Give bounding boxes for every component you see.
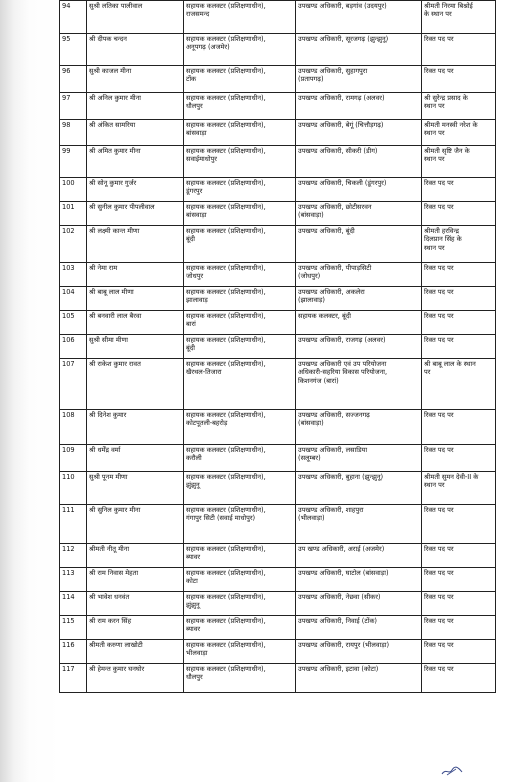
replacement-cell bbox=[422, 311, 496, 335]
posting-cell bbox=[296, 263, 422, 287]
designation-cell bbox=[184, 445, 296, 472]
designation-line: सहायक कलक्टर (प्रशिक्षणाधीन), bbox=[186, 506, 266, 514]
posting-line: (सलूम्बर) bbox=[298, 454, 321, 463]
table-row bbox=[60, 146, 496, 178]
designation-line: जोधपुर bbox=[186, 272, 204, 281]
replacement-cell bbox=[422, 592, 496, 616]
table-row bbox=[60, 34, 496, 66]
serial-number-cell: 108 bbox=[60, 410, 87, 445]
designation-line: सहायक कलक्टर (प्रशिक्षणाधीन), bbox=[186, 411, 266, 419]
posting-line: उपखण्ड अधिकारी, चिकली (डूंगरपुर) bbox=[298, 179, 387, 187]
replacement-cell bbox=[422, 34, 496, 66]
designation-line: सहायक कलक्टर (प्रशिक्षणाधीन), bbox=[186, 360, 266, 368]
posting-cell bbox=[296, 311, 422, 335]
officer-name-cell: श्री राकेश कुमार रावत bbox=[87, 359, 184, 410]
designation-cell bbox=[184, 93, 296, 120]
posting-cell bbox=[296, 640, 422, 664]
designation-line: सहायक कलक्टर (प्रशिक्षणाधीन), bbox=[186, 203, 266, 211]
replacement-line: दिलप्रान सिंह के bbox=[424, 235, 462, 244]
posting-line: उपखण्ड अधिकारी, बड़गांव (उदयपुर) bbox=[298, 2, 387, 10]
designation-line: सहायक कलक्टर (प्रशिक्षणाधीन), bbox=[186, 312, 266, 320]
designation-line: सहायक कलक्टर (प्रशिक्षणाधीन), bbox=[186, 569, 266, 577]
designation-line: सहायक कलक्टर (प्रशिक्षणाधीन), bbox=[186, 473, 266, 481]
serial-number-cell: 99 bbox=[60, 146, 87, 178]
table-row bbox=[60, 505, 496, 544]
serial-number-cell: 109 bbox=[60, 445, 87, 472]
replacement-line: स्थान पर bbox=[424, 129, 445, 138]
serial-number-cell: 110 bbox=[60, 472, 87, 505]
replacement-cell bbox=[422, 1, 496, 34]
posting-cell bbox=[296, 146, 422, 178]
designation-cell bbox=[184, 664, 296, 693]
posting-cell bbox=[296, 202, 422, 226]
designation-line: सहायक कलक्टर (प्रशिक्षणाधीन), bbox=[186, 2, 266, 10]
officer-name-cell: श्री दिनेश कुमार bbox=[87, 410, 184, 445]
serial-number-cell: 112 bbox=[60, 544, 87, 568]
serial-number-cell: 114 bbox=[60, 592, 87, 616]
serial-number-cell: 107 bbox=[60, 359, 87, 410]
posting-line: उपखण्ड अधिकारी, सूरजगढ़ (झुन्झुनू) bbox=[298, 35, 389, 43]
replacement-cell bbox=[422, 202, 496, 226]
posting-line: उपखण्ड अधिकारी, घाटोल (बांसवाड़ा) bbox=[298, 569, 389, 577]
replacement-cell bbox=[422, 178, 496, 202]
replacement-line: रिक्त पद पर bbox=[424, 264, 454, 272]
officer-name-cell: सुश्री पूनम मीणा bbox=[87, 472, 184, 505]
posting-cell bbox=[296, 359, 422, 410]
designation-line: सहायक कलक्टर (प्रशिक्षणाधीन), bbox=[186, 264, 266, 272]
posting-line: उपखण्ड अधिकारी, रायपुर (भीलवाड़ा) bbox=[298, 641, 390, 649]
replacement-line: रिक्त पद पर bbox=[424, 336, 454, 344]
transfer-table-body bbox=[60, 1, 496, 693]
officer-name-cell: श्री अनिल कुमार मीना bbox=[87, 93, 184, 120]
designation-cell bbox=[184, 616, 296, 640]
designation-line: झुंझुनू bbox=[186, 601, 200, 610]
replacement-line: श्रीमती हरविन्द्र bbox=[424, 227, 459, 235]
designation-line: बूंदी bbox=[186, 235, 195, 244]
posting-cell bbox=[296, 664, 422, 693]
posting-cell bbox=[296, 335, 422, 359]
posting-line: उपखण्ड अधिकारी, राजगढ़ (अलवर) bbox=[298, 336, 386, 344]
replacement-cell bbox=[422, 505, 496, 544]
designation-line: झालावाड़ bbox=[186, 296, 208, 305]
designation-line: बांसवाड़ा bbox=[186, 129, 207, 138]
designation-line: बारां bbox=[186, 320, 196, 329]
designation-line: सवाईमाधोपुर bbox=[186, 155, 217, 164]
replacement-line: स्थान पर bbox=[424, 155, 445, 164]
serial-number-cell: 97 bbox=[60, 93, 87, 120]
posting-cell bbox=[296, 178, 422, 202]
designation-line: धौलपुर bbox=[186, 102, 203, 111]
designation-cell bbox=[184, 335, 296, 359]
table-row bbox=[60, 202, 496, 226]
posting-cell bbox=[296, 544, 422, 568]
posting-line: (जोधपुर) bbox=[298, 272, 321, 281]
officer-name-cell: श्री अंकित सामरिया bbox=[87, 120, 184, 146]
designation-line: सहायक कलक्टर (प्रशिक्षणाधीन), bbox=[186, 67, 266, 75]
designation-line: सहायक कलक्टर (प्रशिक्षणाधीन), bbox=[186, 179, 266, 187]
replacement-line: रिक्त पद पर bbox=[424, 617, 454, 625]
replacement-line: स्थान पर bbox=[424, 481, 445, 490]
officer-name-cell: श्री बाबू लाल मीणा bbox=[87, 287, 184, 311]
officer-name-cell: श्री सुनिल कुमार मीना bbox=[87, 505, 184, 544]
serial-number-cell: 111 bbox=[60, 505, 87, 544]
posting-line: उपखण्ड अधिकारी, बुहाना (झुन्झुनू) bbox=[298, 473, 384, 481]
designation-line: सहायक कलक्टर (प्रशिक्षणाधीन), bbox=[186, 641, 266, 649]
serial-number-cell: 102 bbox=[60, 226, 87, 263]
designation-line: धौलपुर bbox=[186, 673, 203, 682]
table-row bbox=[60, 311, 496, 335]
replacement-line: रिक्त पद पर bbox=[424, 593, 454, 601]
table-row bbox=[60, 664, 496, 693]
posting-cell bbox=[296, 568, 422, 592]
designation-line: सहायक कलक्टर (प्रशिक्षणाधीन), bbox=[186, 336, 266, 344]
designation-line: ब्यावर bbox=[186, 625, 201, 634]
officer-name-cell: श्री अमित कुमार मीना bbox=[87, 146, 184, 178]
designation-line: खैरथल-तिजारा bbox=[186, 368, 222, 377]
replacement-cell bbox=[422, 664, 496, 693]
officer-name-cell: श्री दीपक चन्दन bbox=[87, 34, 184, 66]
replacement-line: श्री बाबू लाल के स्थान bbox=[424, 360, 476, 368]
replacement-line: स्थान पर bbox=[424, 243, 445, 252]
posting-cell bbox=[296, 120, 422, 146]
designation-cell bbox=[184, 66, 296, 93]
replacement-line: के स्थान पर bbox=[424, 10, 452, 19]
replacement-line: श्रीमती निरमा बिश्नोई bbox=[424, 2, 473, 10]
replacement-cell bbox=[422, 640, 496, 664]
posting-cell bbox=[296, 93, 422, 120]
replacement-cell bbox=[422, 472, 496, 505]
posting-cell bbox=[296, 592, 422, 616]
designation-cell bbox=[184, 146, 296, 178]
posting-line: उपखण्ड अधिकारी, अकलेरा bbox=[298, 288, 365, 296]
designation-cell bbox=[184, 359, 296, 410]
designation-cell bbox=[184, 120, 296, 146]
officer-name-cell: श्री सोनू कुमार गुर्जर bbox=[87, 178, 184, 202]
designation-line: सहायक कलक्टर (प्रशिक्षणाधीन), bbox=[186, 288, 266, 296]
posting-line: सहायक कलक्टर, बूंदी bbox=[298, 312, 351, 320]
posting-line: उपखण्ड अधिकारी, छोटीसरवन bbox=[298, 203, 372, 211]
replacement-line: रिक्त पद पर bbox=[424, 312, 454, 320]
table-row bbox=[60, 568, 496, 592]
table-row bbox=[60, 445, 496, 472]
posting-cell bbox=[296, 616, 422, 640]
posting-line: अधिकारी-सहरिया विकास परियोजना, bbox=[298, 368, 388, 377]
replacement-cell bbox=[422, 445, 496, 472]
posting-cell bbox=[296, 1, 422, 34]
signature-scribble bbox=[441, 766, 463, 776]
posting-line: उपखण्ड अधिकारी, सज्जनगढ़ bbox=[298, 411, 370, 419]
designation-line: ब्यावर bbox=[186, 553, 201, 562]
replacement-line: रिक्त पद पर bbox=[424, 545, 454, 553]
officer-name-cell: श्री राम निवास मेहता bbox=[87, 568, 184, 592]
replacement-cell bbox=[422, 263, 496, 287]
designation-cell bbox=[184, 472, 296, 505]
replacement-cell bbox=[422, 93, 496, 120]
table-row bbox=[60, 93, 496, 120]
officer-name-cell: श्रीमती नीतू मीना bbox=[87, 544, 184, 568]
designation-line: कोटपूतली-बहरोड़ bbox=[186, 419, 228, 428]
serial-number-cell: 116 bbox=[60, 640, 87, 664]
replacement-line: रिक्त पद पर bbox=[424, 506, 454, 514]
designation-cell bbox=[184, 410, 296, 445]
designation-line: कोटा bbox=[186, 577, 198, 586]
replacement-cell bbox=[422, 120, 496, 146]
designation-line: सहायक कलक्टर (प्रशिक्षणाधीन), bbox=[186, 545, 266, 553]
posting-cell bbox=[296, 410, 422, 445]
designation-cell bbox=[184, 640, 296, 664]
replacement-line: रिक्त पद पर bbox=[424, 179, 454, 187]
replacement-cell bbox=[422, 359, 496, 410]
designation-line: सहायक कलक्टर (प्रशिक्षणाधीन), bbox=[186, 593, 266, 601]
posting-line: किशनगंज (बारां) bbox=[298, 376, 339, 385]
designation-line: गंगापुर सिटी (सवाई माधोपुर) bbox=[186, 514, 256, 523]
designation-line: टोंक bbox=[186, 75, 197, 84]
designation-line: सहायक कलक्टर (प्रशिक्षणाधीन), bbox=[186, 617, 266, 625]
designation-cell bbox=[184, 226, 296, 263]
officer-name-cell: श्री राम करन सिंह bbox=[87, 616, 184, 640]
table-row bbox=[60, 472, 496, 505]
posting-cell bbox=[296, 287, 422, 311]
table-row bbox=[60, 178, 496, 202]
designation-line: सहायक कलक्टर (प्रशिक्षणाधीन), bbox=[186, 35, 266, 43]
serial-number-cell: 94 bbox=[60, 1, 87, 34]
designation-cell bbox=[184, 592, 296, 616]
replacement-line: रिक्त पद पर bbox=[424, 641, 454, 649]
designation-line: अनूपगढ़ (अजमेर) bbox=[186, 43, 230, 52]
officer-name-cell: श्री हेमन्त कुमार घनघोर bbox=[87, 664, 184, 693]
replacement-line: रिक्त पद पर bbox=[424, 411, 454, 419]
posting-cell bbox=[296, 472, 422, 505]
designation-cell bbox=[184, 1, 296, 34]
designation-line: सहायक कलक्टर (प्रशिक्षणाधीन), bbox=[186, 665, 266, 673]
designation-line: झुंझुनू bbox=[186, 481, 200, 490]
posting-line: (बांसवाड़ा) bbox=[298, 211, 324, 220]
officer-name-cell: श्रीमती करुणा लाखोटी bbox=[87, 640, 184, 664]
serial-number-cell: 96 bbox=[60, 66, 87, 93]
officer-name-cell: श्री नेमा राम bbox=[87, 263, 184, 287]
serial-number-cell: 95 bbox=[60, 34, 87, 66]
replacement-line: रिक्त पद पर bbox=[424, 67, 454, 75]
posting-line: (भीलवाड़ा) bbox=[298, 514, 325, 523]
posting-line: उपखण्ड अधिकारी, रामगढ़ (अलवर) bbox=[298, 94, 385, 102]
posting-line: उपखण्ड अधिकारी, सुहागपुरा bbox=[298, 67, 368, 75]
replacement-line: रिक्त पद पर bbox=[424, 665, 454, 673]
designation-cell bbox=[184, 263, 296, 287]
posting-cell bbox=[296, 226, 422, 263]
table-row bbox=[60, 410, 496, 445]
designation-cell bbox=[184, 287, 296, 311]
table-row bbox=[60, 544, 496, 568]
posting-line: उपखण्ड अधिकारी एवं उप परियोजना bbox=[298, 360, 387, 368]
replacement-cell bbox=[422, 226, 496, 263]
posting-line: (झालावाड़) bbox=[298, 296, 325, 305]
table-row bbox=[60, 1, 496, 34]
replacement-line: श्रीमती सुमन देवी-II के bbox=[424, 473, 479, 481]
designation-cell bbox=[184, 505, 296, 544]
serial-number-cell: 100 bbox=[60, 178, 87, 202]
posting-line: (प्रतापगढ़) bbox=[298, 75, 324, 84]
serial-number-cell: 106 bbox=[60, 335, 87, 359]
table-row bbox=[60, 66, 496, 93]
designation-line: सहायक कलक्टर (प्रशिक्षणाधीन), bbox=[186, 227, 266, 235]
officer-name-cell: श्री बनवारी लाल बैरवा bbox=[87, 311, 184, 335]
replacement-line: रिक्त पद पर bbox=[424, 203, 454, 211]
posting-cell bbox=[296, 445, 422, 472]
officer-name-cell: सुश्री सीमा मीणा bbox=[87, 335, 184, 359]
posting-line: उपखण्ड अधिकारी, लसाडिया bbox=[298, 446, 368, 454]
table-row bbox=[60, 640, 496, 664]
officer-name-cell: श्री भावेश धनवंत bbox=[87, 592, 184, 616]
replacement-cell bbox=[422, 616, 496, 640]
posting-line: उपखण्ड अधिकारी, नेछवा (सीकर) bbox=[298, 593, 381, 601]
posting-line: उपखण्ड अधिकारी, पीपाड़सिटी bbox=[298, 264, 372, 272]
replacement-line: स्थान पर bbox=[424, 102, 445, 111]
designation-cell bbox=[184, 178, 296, 202]
transfer-table bbox=[59, 0, 496, 693]
replacement-line: श्रीमती मनस्वी नरेश के bbox=[424, 121, 478, 129]
table-row bbox=[60, 335, 496, 359]
designation-cell bbox=[184, 202, 296, 226]
posting-line: उपखण्ड अधिकारी, शाहपुरा bbox=[298, 506, 364, 514]
table-row bbox=[60, 359, 496, 410]
officer-name-cell: श्री सुनील कुमार पीपलीवाल bbox=[87, 202, 184, 226]
officer-name-cell: सुश्री लतिका पालीवाल bbox=[87, 1, 184, 34]
posting-line: उपखण्ड अधिकारी, सीकरी (डीग) bbox=[298, 147, 378, 155]
serial-number-cell: 117 bbox=[60, 664, 87, 693]
serial-number-cell: 105 bbox=[60, 311, 87, 335]
designation-line: सहायक कलक्टर (प्रशिक्षणाधीन), bbox=[186, 446, 266, 454]
officer-name-cell: सुश्री काजल मीना bbox=[87, 66, 184, 93]
designation-cell bbox=[184, 544, 296, 568]
replacement-cell bbox=[422, 146, 496, 178]
designation-line: सहायक कलक्टर (प्रशिक्षणाधीन), bbox=[186, 147, 266, 155]
replacement-line: रिक्त पद पर bbox=[424, 35, 454, 43]
posting-cell bbox=[296, 66, 422, 93]
serial-number-cell: 104 bbox=[60, 287, 87, 311]
designation-line: बांसवाड़ा bbox=[186, 211, 207, 220]
posting-line: उपखण्ड अधिकारी, बेगूं (चित्तौड़गढ़) bbox=[298, 121, 384, 129]
designation-line: बूंदी bbox=[186, 344, 195, 353]
table-row bbox=[60, 592, 496, 616]
posting-cell bbox=[296, 505, 422, 544]
replacement-line: रिक्त पद पर bbox=[424, 446, 454, 454]
officer-name-cell: श्री धर्मेंद्र वर्मा bbox=[87, 445, 184, 472]
replacement-line: रिक्त पद पर bbox=[424, 288, 454, 296]
replacement-line: पर bbox=[424, 368, 431, 377]
serial-number-cell: 115 bbox=[60, 616, 87, 640]
replacement-line: श्रीमती सृष्टि जैन के bbox=[424, 147, 470, 155]
table-row bbox=[60, 616, 496, 640]
table-row bbox=[60, 287, 496, 311]
replacement-cell bbox=[422, 335, 496, 359]
designation-cell bbox=[184, 568, 296, 592]
replacement-line: श्री सुरेन्द्र प्रसाद के bbox=[424, 94, 468, 102]
posting-line: उपखण्ड अधिकारी, इटावा (कोटा) bbox=[298, 665, 379, 673]
designation-cell bbox=[184, 311, 296, 335]
designation-line: सहायक कलक्टर (प्रशिक्षणाधीन), bbox=[186, 94, 266, 102]
table-row bbox=[60, 263, 496, 287]
replacement-cell bbox=[422, 66, 496, 93]
serial-number-cell: 113 bbox=[60, 568, 87, 592]
replacement-line: रिक्त पद पर bbox=[424, 569, 454, 577]
replacement-cell bbox=[422, 287, 496, 311]
posting-line: (बांसवाड़ा) bbox=[298, 419, 324, 428]
posting-line: उपखण्ड अधिकारी, निवाई (टोंक) bbox=[298, 617, 377, 625]
serial-number-cell: 103 bbox=[60, 263, 87, 287]
designation-line: डूंगरपुर bbox=[186, 187, 203, 196]
posting-line: उपखण्ड अधिकारी, बूंदी bbox=[298, 227, 355, 235]
replacement-cell bbox=[422, 568, 496, 592]
officer-name-cell: श्री लक्ष्मी कान्त मीणा bbox=[87, 226, 184, 263]
designation-line: भीलवाड़ा bbox=[186, 649, 208, 658]
posting-line: उप खण्ड अधिकारी, अराई (अजमेर) bbox=[298, 545, 385, 553]
serial-number-cell: 101 bbox=[60, 202, 87, 226]
table-row bbox=[60, 120, 496, 146]
replacement-cell bbox=[422, 544, 496, 568]
posting-cell bbox=[296, 34, 422, 66]
designation-line: राजसमन्द bbox=[186, 10, 210, 19]
designation-line: करौली bbox=[186, 454, 202, 463]
table-row bbox=[60, 226, 496, 263]
replacement-cell bbox=[422, 410, 496, 445]
designation-line: सहायक कलक्टर (प्रशिक्षणाधीन), bbox=[186, 121, 266, 129]
serial-number-cell: 98 bbox=[60, 120, 87, 146]
designation-cell bbox=[184, 34, 296, 66]
